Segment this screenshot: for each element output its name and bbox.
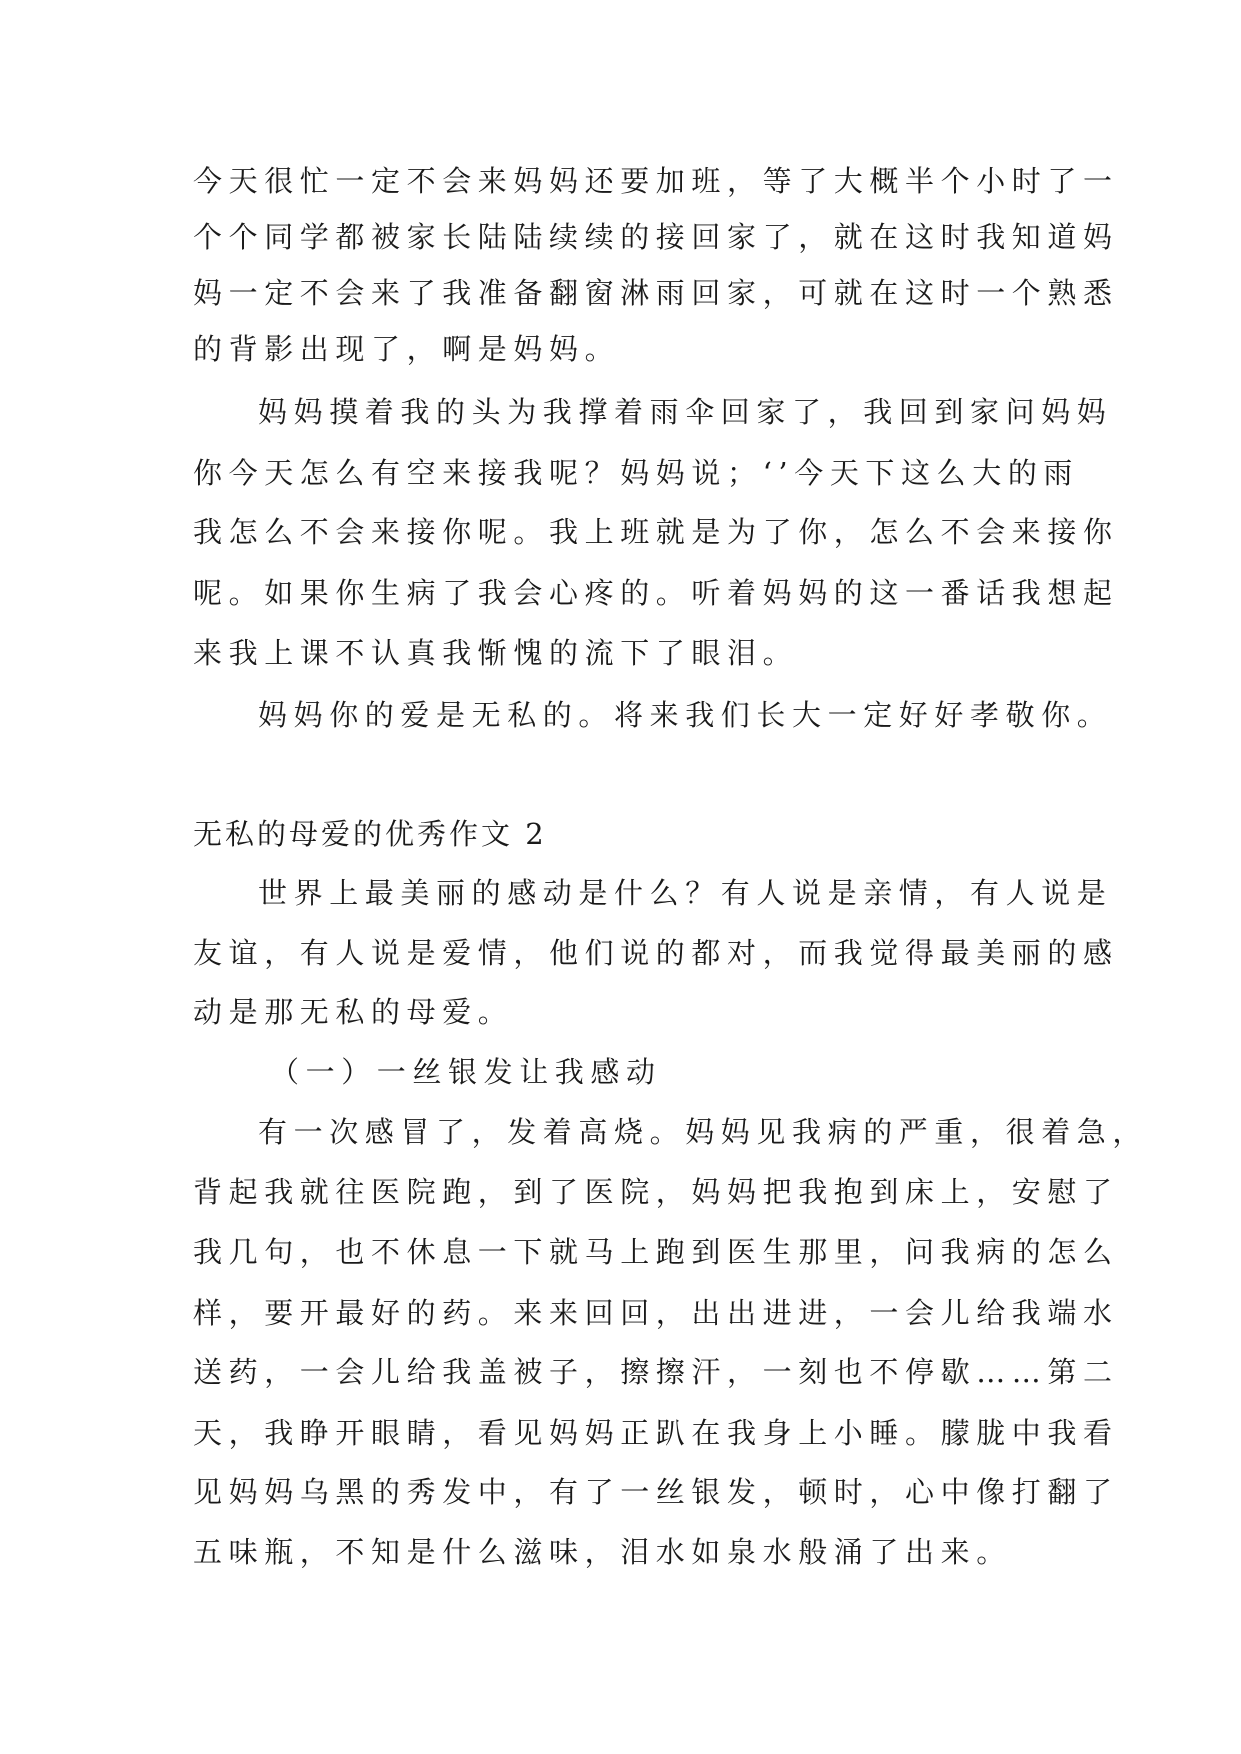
paragraph-line: 见妈妈乌黑的秀发中，有了一丝银发，顿时，心中像打翻了 [193,1475,1119,1509]
paragraph-line: 呢。如果你生病了我会心疼的。听着妈妈的这一番话我想起 [193,576,1119,610]
paragraph-line: 妈一定不会来了我准备翻窗淋雨回家，可就在这时一个熟悉 [193,276,1119,310]
paragraph-line: 的背影出现了，啊是妈妈。 [193,332,621,366]
paragraph-line: 你今天怎么有空来接我呢？妈妈说；‘’今天下这么大的雨 [193,456,1080,490]
paragraph-line: 有一次感冒了，发着高烧。妈妈见我病的严重，很着急， [258,1115,1149,1149]
paragraph-line: 五味瓶，不知是什么滋味，泪水如泉水般涌了出来。 [193,1535,1012,1569]
paragraph-line: 样，要开最好的药。来来回回，出出进进，一会儿给我端水 [193,1296,1119,1330]
subsection-heading: （一）一丝银发让我感动 [270,1055,662,1089]
paragraph-line: 友谊，有人说是爱情，他们说的都对，而我觉得最美丽的感 [193,936,1119,970]
section-heading: 无私的母爱的优秀作文 2 [193,817,547,851]
paragraph-line: 来我上课不认真我惭愧的流下了眼泪。 [193,636,799,670]
paragraph-line: 我怎么不会来接你呢。我上班就是为了你，怎么不会来接你 [193,515,1119,549]
paragraph-line: 妈妈你的爱是无私的。将来我们长大一定好好孝敬你。 [258,698,1113,732]
paragraph-line: 我几句，也不休息一下就马上跑到医生那里，问我病的怎么 [193,1235,1119,1269]
paragraph-line: 动是那无私的母爱。 [193,995,514,1029]
paragraph-line: 天，我睁开眼睛，看见妈妈正趴在我身上小睡。朦胧中我看 [193,1416,1119,1450]
paragraph-line: 世界上最美丽的感动是什么？有人说是亲情，有人说是 [258,876,1113,910]
paragraph-line: 今天很忙一定不会来妈妈还要加班，等了大概半个小时了一 [193,164,1119,198]
paragraph-line: 个个同学都被家长陆陆续续的接回家了，就在这时我知道妈 [193,220,1119,254]
paragraph-line: 背起我就往医院跑，到了医院，妈妈把我抱到床上，安慰了 [193,1175,1119,1209]
paragraph-line: 妈妈摸着我的头为我撑着雨伞回家了，我回到家问妈妈 [258,395,1113,429]
paragraph-line: 送药，一会儿给我盖被子，擦擦汗，一刻也不停歇……第二 [193,1355,1119,1389]
